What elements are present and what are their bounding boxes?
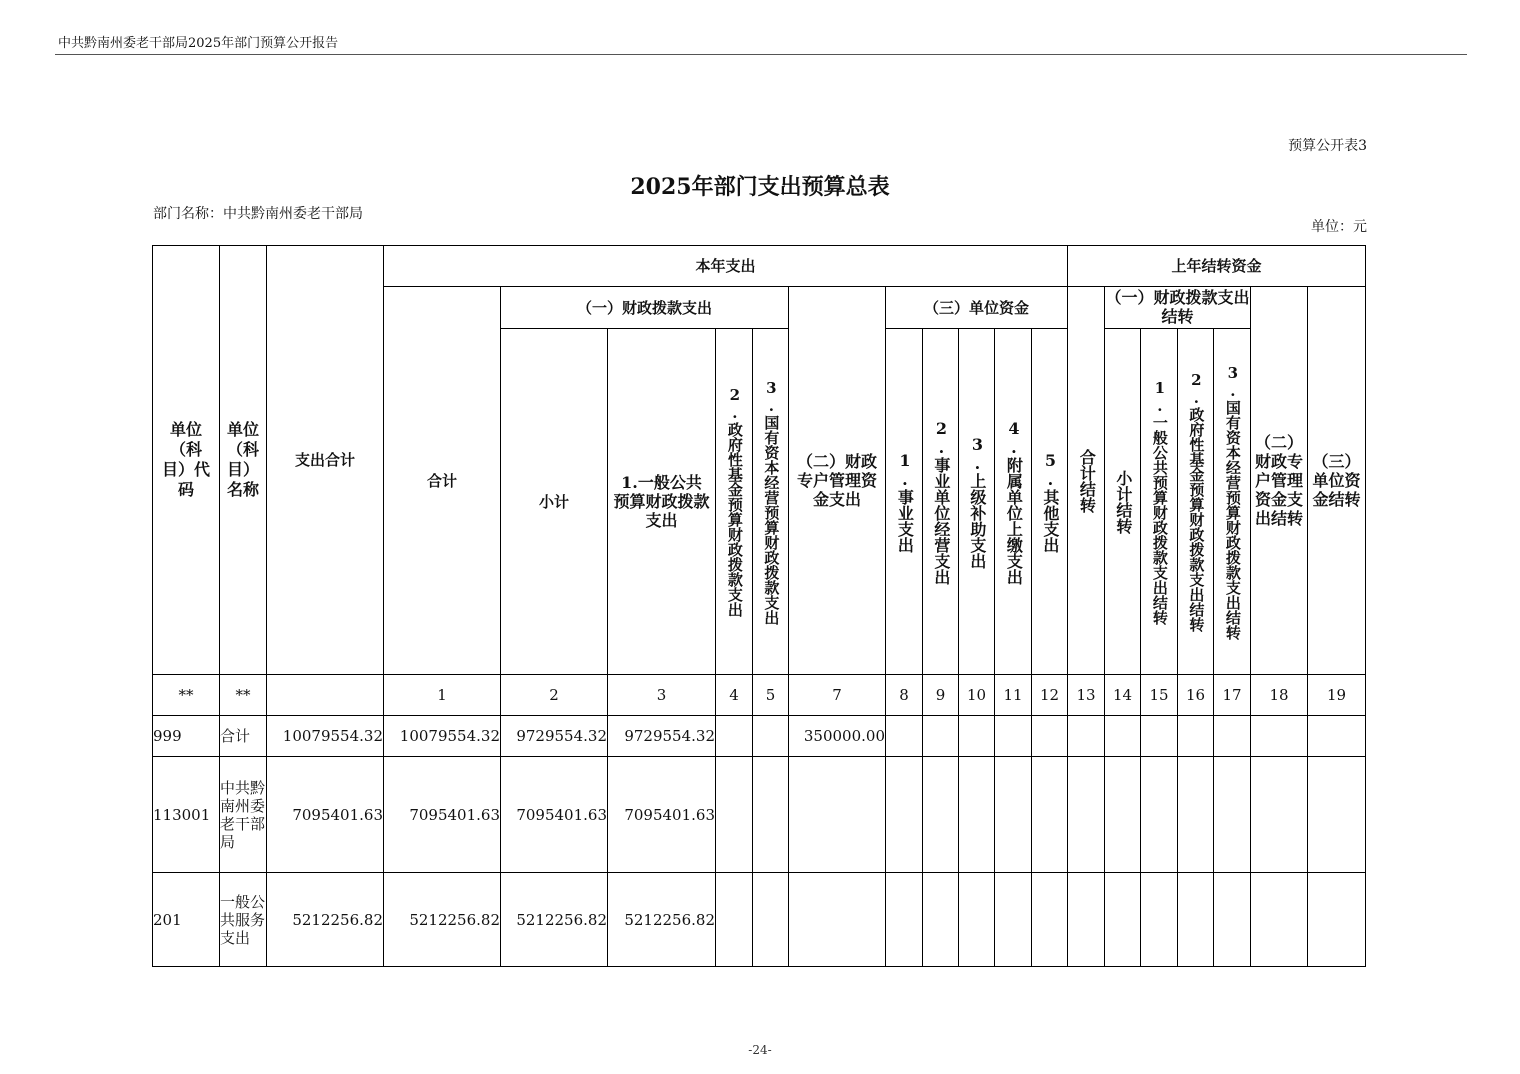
row-empty-cell [1214, 873, 1251, 967]
row-empty-cell [1214, 716, 1251, 757]
header-py-subtotal-label: 小计结转 [1113, 469, 1133, 534]
header-py-general [1141, 329, 1178, 675]
header-code-label: 单位（科目）代码 [161, 420, 210, 499]
header-py-unit-label: （三）单位资金结转 [1312, 451, 1361, 510]
index-cell: 8 [886, 675, 923, 716]
running-header: 中共黔南州委老干部局2025年部门预算公开报告 [58, 36, 339, 51]
header-special-account-label: （二）财政专户管理资金支出 [796, 451, 877, 510]
row-name: 合计 [220, 716, 267, 757]
row-empty-cell [959, 757, 995, 873]
row-empty-cell [1068, 757, 1105, 873]
index-cell: 9 [923, 675, 959, 716]
header-name-label: 单位（科目）名称 [226, 420, 259, 499]
index-cell: 15 [1141, 675, 1178, 716]
row-code: 113001 [153, 757, 220, 873]
header-py-fiscal [1105, 287, 1251, 329]
row-cy-total: 7095401.63 [384, 757, 501, 873]
index-cell: 7 [789, 675, 886, 716]
row-empty-cell [1308, 716, 1366, 757]
header-py-general-label: 1.一般公共预算财政拨款支出结转 [1150, 378, 1169, 625]
row-empty-cell [1068, 716, 1105, 757]
header-uf-operation [923, 329, 959, 675]
row-fiscal-subtotal: 5212256.82 [501, 873, 608, 967]
header-py-unit [1308, 287, 1366, 675]
row-empty-cell [959, 873, 995, 967]
row-empty-cell [1178, 757, 1214, 873]
header-gov-fund-label: 2.政府性基金预算财政拨款支出 [725, 386, 744, 617]
row-name: 一般公共服务支出 [220, 873, 267, 967]
header-cy-subtotal: 合计 [384, 287, 501, 675]
row-empty-cell [1178, 873, 1214, 967]
header-py-special [1251, 287, 1308, 675]
index-cell: 13 [1068, 675, 1105, 716]
budget-table [152, 245, 1366, 967]
header-py-state-capital-label: 3.国有资本经营预算财政拨款支出结转 [1223, 363, 1242, 640]
header-rule [55, 54, 1467, 55]
row-empty-cell [716, 873, 753, 967]
header-fiscal-subtotal: 小计 [501, 329, 608, 675]
row-empty-cell [886, 757, 923, 873]
header-py-subtotal [1105, 329, 1141, 675]
row-empty-cell [1214, 757, 1251, 873]
index-cell: 10 [959, 675, 995, 716]
row-empty-cell [923, 716, 959, 757]
row-empty-cell [1141, 716, 1178, 757]
row-empty-cell [1032, 873, 1068, 967]
row-empty-cell [923, 757, 959, 873]
index-cell: 12 [1032, 675, 1068, 716]
row-empty-cell [995, 757, 1032, 873]
row-code: 999 [153, 716, 220, 757]
row-empty-cell [886, 873, 923, 967]
header-py-special-label: （二）财政专户管理资金支出结转 [1254, 432, 1303, 529]
index-cell: ** [220, 675, 267, 716]
row-empty-cell [1178, 716, 1214, 757]
index-cell: 16 [1178, 675, 1214, 716]
header-gov-fund [716, 329, 753, 675]
row-empty-cell [1251, 716, 1308, 757]
row-empty-cell [753, 716, 789, 757]
row-empty-cell [1105, 873, 1141, 967]
row-total: 7095401.63 [267, 757, 384, 873]
index-cell: 2 [501, 675, 608, 716]
index-cell: 11 [995, 675, 1032, 716]
row-special-account: 350000.00 [789, 716, 886, 757]
header-state-capital-label: 3.国有资本经营预算财政拨款支出 [762, 378, 781, 625]
index-cell: 1 [384, 675, 501, 716]
header-uf-subsidy [959, 329, 995, 675]
document-title: 2025年部门支出预算总表 [630, 174, 890, 200]
header-unit-funds: （三）单位资金 [886, 287, 1068, 329]
table-row [153, 873, 1366, 967]
header-state-capital [753, 329, 789, 675]
index-cell [267, 675, 384, 716]
header-uf-other [1032, 329, 1068, 675]
index-cell: 19 [1308, 675, 1366, 716]
header-total: 支出合计 [267, 246, 384, 675]
header-py-state-capital [1214, 329, 1251, 675]
row-special-account [789, 757, 886, 873]
row-empty-cell [923, 873, 959, 967]
header-py-total-label: 合计结转 [1077, 448, 1097, 513]
index-cell: 17 [1214, 675, 1251, 716]
row-total: 10079554.32 [267, 716, 384, 757]
header-special-account [789, 287, 886, 675]
header-general-public [608, 329, 716, 675]
row-empty-cell [1251, 873, 1308, 967]
row-general-public: 7095401.63 [608, 757, 716, 873]
header-code [153, 246, 220, 675]
index-cell: 3 [608, 675, 716, 716]
header-current-year: 本年支出 [384, 246, 1068, 287]
row-name: 中共黔南州委老干部局 [220, 757, 267, 873]
row-empty-cell [1068, 873, 1105, 967]
header-py-total [1068, 287, 1105, 675]
table-number: 预算公开表3 [1288, 138, 1367, 154]
header-fiscal-grant: （一）财政拨款支出 [501, 287, 789, 329]
unit-label: 单位：元 [1311, 219, 1367, 235]
header-py-gov-fund [1178, 329, 1214, 675]
row-code: 201 [153, 873, 220, 967]
header-uf-affiliated [995, 329, 1032, 675]
index-cell: 4 [716, 675, 753, 716]
row-empty-cell [995, 716, 1032, 757]
header-uf-subsidy-label: 3.上级补助支出 [967, 434, 987, 569]
header-uf-affiliated-label: 4.附属单位上缴支出 [1004, 418, 1024, 585]
page-number: -24- [748, 1043, 772, 1057]
row-empty-cell [886, 716, 923, 757]
header-py-fiscal-label: （一）财政拨款支出结转 [1105, 288, 1250, 326]
row-empty-cell [753, 757, 789, 873]
row-cy-total: 5212256.82 [384, 873, 501, 967]
row-empty-cell [716, 757, 753, 873]
row-empty-cell [1105, 716, 1141, 757]
row-total: 5212256.82 [267, 873, 384, 967]
header-general-public-label: 1.一般公共预算财政拨款支出 [613, 472, 710, 531]
header-uf-operation-label: 2.事业单位经营支出 [931, 418, 951, 585]
table-row [153, 757, 1366, 873]
header-name [220, 246, 267, 675]
row-empty-cell [959, 716, 995, 757]
row-empty-cell [1251, 757, 1308, 873]
header-py-gov-fund-label: 2.政府性基金预算财政拨款支出结转 [1187, 371, 1206, 632]
row-cy-total: 10079554.32 [384, 716, 501, 757]
row-general-public: 9729554.32 [608, 716, 716, 757]
header-prior-year: 上年结转资金 [1068, 246, 1366, 287]
row-empty-cell [1308, 873, 1366, 967]
row-special-account [789, 873, 886, 967]
header-uf-other-label: 5.其他支出 [1040, 450, 1060, 553]
row-empty-cell [1308, 757, 1366, 873]
row-general-public: 5212256.82 [608, 873, 716, 967]
row-empty-cell [1032, 757, 1068, 873]
row-empty-cell [1141, 873, 1178, 967]
row-empty-cell [1032, 716, 1068, 757]
row-empty-cell [1141, 757, 1178, 873]
row-fiscal-subtotal: 7095401.63 [501, 757, 608, 873]
header-uf-business-label: 1.事业支出 [895, 450, 915, 553]
row-empty-cell [995, 873, 1032, 967]
row-fiscal-subtotal: 9729554.32 [501, 716, 608, 757]
index-row [153, 675, 1366, 716]
row-empty-cell [716, 716, 753, 757]
index-cell: ** [153, 675, 220, 716]
header-uf-business [886, 329, 923, 675]
table-row [153, 716, 1366, 757]
index-cell: 5 [753, 675, 789, 716]
index-cell: 18 [1251, 675, 1308, 716]
row-empty-cell [1105, 757, 1141, 873]
department-name: 部门名称：中共黔南州委老干部局 [153, 206, 363, 222]
row-empty-cell [753, 873, 789, 967]
index-cell: 14 [1105, 675, 1141, 716]
